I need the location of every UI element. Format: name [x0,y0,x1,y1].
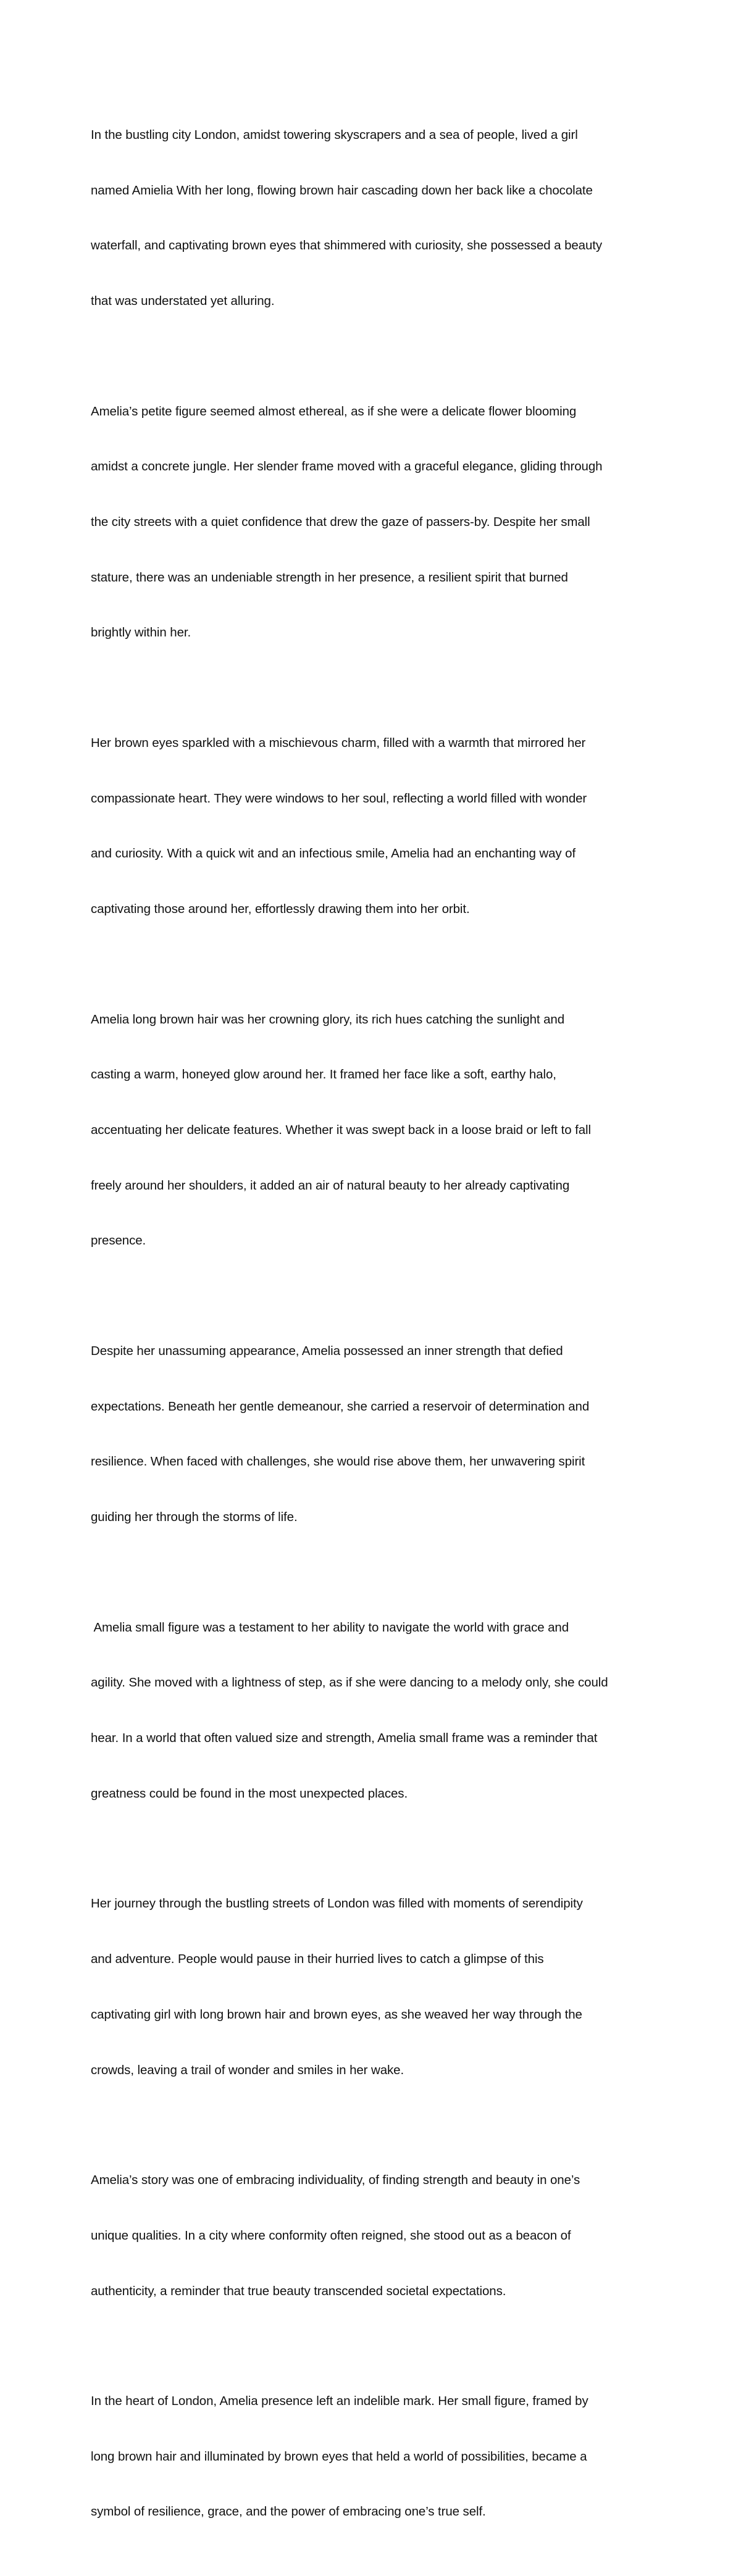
paragraph-line: long brown hair and illuminated by brown eyes that held a world of possibilities, became a [91,2449,587,2464]
paragraph-line: named Amielia With her long, flowing brown hair cascading down her back like a chocolate [91,183,593,198]
paragraph-line: presence. [91,1233,146,1248]
paragraph-line: that was understated yet alluring. [91,293,275,308]
paragraph-2 [91,365,665,679]
paragraph-7 [91,1858,665,2117]
paragraph-line: symbol of resilience, grace, and the power of embracing one’s true self. [91,2504,486,2519]
paragraph-5 [91,1305,665,1564]
paragraph-line: Amelia’s story was one of embracing individuality, of finding strength and beauty in one’s [91,2173,580,2188]
paragraph-line: casting a warm, honeyed glow around her. It framed her face like a soft, earthy halo, [91,1067,556,1082]
paragraph-line: Amelia long brown hair was her crowning glory, its rich hues catching the sunlight and [91,1012,565,1027]
paragraph-line: agility. She moved with a lightness of step, as if she were dancing to a melody only, she could [91,1675,608,1690]
paragraph-line: expectations. Beneath her gentle demeanour, she carried a reservoir of determination and [91,1399,590,1414]
paragraph-line: compassionate heart. They were windows to her soul, reflecting a world filled with wonder [91,791,587,806]
paragraph-line: stature, there was an undeniable strength in her presence, a resilient spirit that burned [91,570,568,585]
paragraph-line: the city streets with a quiet confidence that drew the gaze of passers-by. Despite her small [91,514,590,529]
paragraph-4 [91,973,665,1287]
paragraph-8 [91,2134,665,2337]
paragraph-line: accentuating her delicate features. Whether it was swept back in a loose braid or left to fall [91,1123,591,1138]
document-body [91,89,665,2576]
paragraph-6 [91,1582,665,1840]
paragraph-line: greatness could be found in the most unexpected places. [91,1786,408,1801]
paragraph-line: crowds, leaving a trail of wonder and smiles in her wake. [91,2062,404,2077]
paragraph-line: and curiosity. With a quick wit and an infectious smile, Amelia had an enchanting way of [91,846,576,861]
paragraph-line: In the heart of London, Amelia presence left an indelible mark. Her small figure, framed by [91,2394,588,2409]
paragraph-line: and adventure. People would pause in their hurried lives to catch a glimpse of this [91,1952,544,1967]
paragraph-line: captivating girl with long brown hair and brown eyes, as she weaved her way through the [91,2007,582,2022]
paragraph-3 [91,697,665,956]
paragraph-line: unique qualities. In a city where conformity often reigned, she stood out as a beacon of [91,2228,571,2243]
paragraph-1 [91,89,665,348]
paragraph-line: authenticity, a reminder that true beauty transcended societal expectations. [91,2283,506,2298]
paragraph-line: captivating those around her, effortlessly drawing them into her orbit. [91,902,470,917]
paragraph-line: Despite her unassuming appearance, Amelia possessed an inner strength that defied [91,1344,563,1358]
paragraph-line: Her brown eyes sparkled with a mischievous charm, filled with a warmth that mirrored her [91,735,586,750]
paragraph-line: brightly within her. [91,625,191,640]
paragraph-line: hear. In a world that often valued size and strength, Amelia small frame was a reminder that [91,1731,598,1746]
paragraph-line: Amelia’s petite figure seemed almost ethereal, as if she were a delicate flower blooming [91,404,577,419]
paragraph-9 [91,2355,665,2558]
paragraph-line: resilience. When faced with challenges, she would rise above them, her unwavering spirit [91,1454,585,1469]
paragraph-line: Her journey through the bustling streets of London was filled with moments of serendipity [91,1896,583,1911]
paragraph-line: In the bustling city London, amidst towering skyscrapers and a sea of people, lived a girl [91,127,578,142]
paragraph-line: guiding her through the storms of life. [91,1510,298,1525]
paragraph-line: freely around her shoulders, it added an air of natural beauty to her already captivating [91,1178,570,1193]
paragraph-line: amidst a concrete jungle. Her slender frame moved with a graceful elegance, gliding through [91,459,603,474]
paragraph-line: waterfall, and captivating brown eyes that shimmered with curiosity, she possessed a beauty [91,238,603,253]
paragraph-line: Amelia small figure was a testament to her ability to navigate the world with grace and [91,1620,569,1635]
